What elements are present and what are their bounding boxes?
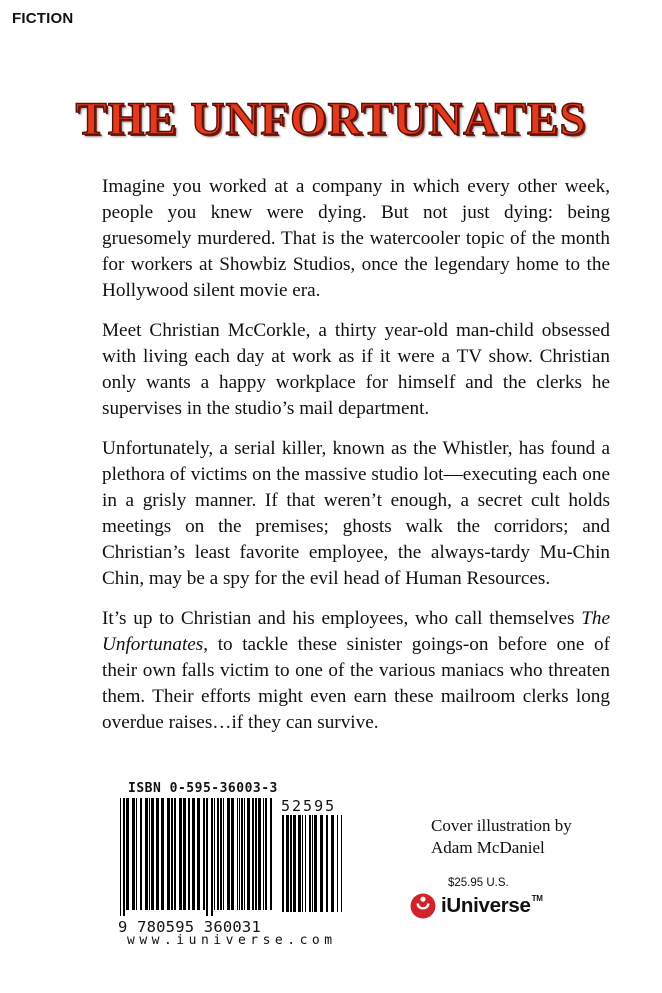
barcode-bar	[263, 798, 264, 910]
barcode-bar	[244, 798, 245, 910]
book-title: THE UNFORTUNATES	[75, 93, 587, 145]
price-label: $25.95 U.S.	[448, 877, 509, 889]
barcode-bar	[265, 798, 267, 910]
barcode-bar	[247, 798, 250, 910]
barcode-bar	[203, 798, 205, 910]
barcode-bar	[145, 798, 148, 910]
barcode-bar	[258, 798, 261, 910]
barcode-bar	[286, 815, 289, 912]
blurb-paragraph-2: Meet Christian McCorkle, a thirty year-old man-child obsessed with living each day at work as if it were a TV show. Christian only wants a happy workplace for himself and the clerks he supervises in the studio’s mail department.	[102, 320, 610, 419]
barcode-bar	[214, 798, 215, 910]
barcode-bar	[290, 815, 292, 912]
barcode-bar	[171, 798, 173, 910]
barcode-bar	[231, 798, 234, 910]
isbn-number: ISBN 0-595-36003-3	[128, 781, 278, 796]
barcode-bar	[206, 798, 208, 916]
barcode-bar	[227, 798, 230, 910]
barcode-bar	[320, 815, 323, 912]
blurb-paragraph-4-end: , to tackle these sinister goings-on before one of their own falls victim to one of the various maniacs who threaten them. Their efforts might even earn these mailroom clerks long overdue raises…if they can survive.	[102, 634, 610, 733]
barcode-bar	[156, 798, 159, 910]
barcode-bar	[174, 798, 176, 910]
barcode-bar	[341, 815, 342, 912]
barcode-bar	[179, 798, 182, 910]
blurb-paragraph-4	[102, 606, 610, 736]
iuniverse-logo-icon	[410, 893, 436, 919]
price-addon-barcode	[282, 815, 344, 918]
blurb-paragraph-1: Imagine you worked at a company in which every other week, people you knew were dying. But not just dying: being gruesomely murdered. That is the watercooler topic of the month for workers at Showbiz Studios, once the legendary home to the Hollywood silent movie era.	[102, 176, 610, 301]
publisher-name: iUniverse	[441, 894, 531, 917]
barcode-bar	[252, 798, 254, 910]
barcode-bar	[312, 815, 313, 912]
barcode-bar	[326, 815, 328, 912]
barcode-bar	[211, 798, 213, 916]
publisher-logo	[410, 893, 543, 919]
barcode-bar	[136, 798, 137, 910]
ean-digits: 9 780595 360031	[118, 918, 261, 936]
barcode-bar	[217, 798, 219, 910]
blurb-paragraph-3: Unfortunately, a serial killer, known as the Whistler, has found a plethora of victims on the massive studio lot—executing each one in a grisly manner. If that weren’t enough, a secret cult holds meetings on the premises; ghosts walk the corridors; and Christian’s least favorite employee, the always-tardy Mu-Chin Chin, may be a spy for the evil head of Human Resources.	[102, 438, 610, 589]
barcode-bar	[237, 798, 238, 910]
barcode-bar	[223, 798, 224, 910]
barcode-bar	[282, 815, 284, 912]
barcode-bar	[302, 815, 303, 912]
barcode-bar	[120, 798, 121, 916]
barcode-bar	[270, 798, 272, 910]
barcode-bar	[151, 798, 154, 910]
blurb-italic-title: The Unfortunates	[102, 608, 610, 655]
barcode-bar	[192, 798, 195, 910]
barcode-bar	[309, 815, 311, 912]
blurb-paragraph-4-start: It’s up to Christian and his employees, who call themselves	[102, 608, 582, 629]
barcode-bar	[123, 798, 125, 916]
price-code-digits: 52595	[281, 797, 337, 815]
barcode-bar	[293, 815, 296, 912]
barcode-bar	[331, 815, 334, 912]
barcode-bar	[188, 798, 190, 910]
barcode-bar	[298, 815, 301, 912]
genre-label: FICTION	[12, 10, 74, 27]
barcode-bar	[126, 798, 129, 910]
publisher-name-text	[441, 894, 543, 918]
cover-credit-artist: Adam McDaniel	[431, 838, 545, 857]
back-cover-blurb	[102, 174, 610, 750]
publisher-website: www.iuniverse.com	[127, 933, 337, 948]
barcode-bar	[149, 798, 150, 910]
barcode-bar	[239, 798, 240, 910]
publisher-trademark: TM	[531, 894, 543, 903]
barcode-bar	[305, 815, 306, 912]
barcode-bar	[140, 798, 142, 910]
barcode-bar	[167, 798, 170, 910]
barcode-bar	[132, 798, 135, 910]
barcode-bar	[255, 798, 257, 910]
barcode-bar	[241, 798, 243, 910]
barcode-bar	[161, 798, 164, 910]
barcode-bar	[183, 798, 186, 910]
barcode-bar	[314, 815, 317, 912]
cover-credit-line-1: Cover illustration by	[431, 816, 572, 835]
barcode-bar	[337, 815, 338, 912]
barcode-bar	[197, 798, 200, 910]
barcode-bar	[220, 798, 222, 910]
isbn-barcode	[120, 798, 272, 916]
cover-credit	[431, 815, 572, 859]
